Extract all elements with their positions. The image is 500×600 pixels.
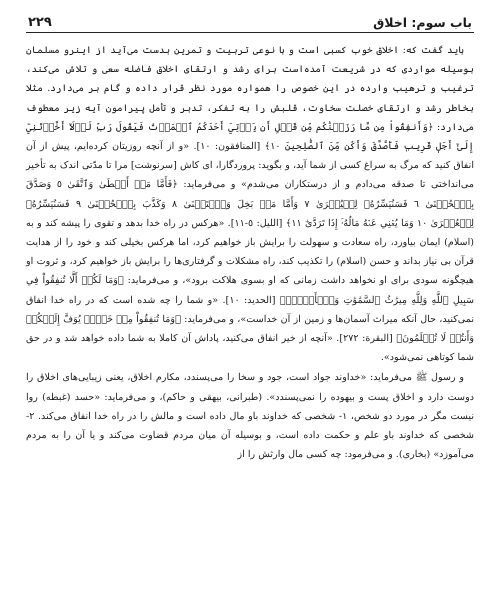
chapter-title: باب سوم: اخلاق: [373, 15, 472, 30]
paragraph-generosity-verses: باید گفت که: اخلاق خوب کسبی است و با نوعی تربیت و تمرین بدست می‌آید از اینرو مسلمان بوسیله مواردی که در شریعت آمده‌است برای رشد و ارتقای اخلاق فاضله سعی و تلاش می‌کند، ترغیب و ترهیب وارده در این خصوص را همواره مورد نظر قرار داده و گام بر می‌دارد. مثلا بخاطر رشد و ارتقای خصلت سخاوت، قلبش را به تفکر، تدبر و تأمل پیرامون آیه زیر معطوف می‌دارد: ﴿وَأَنفِقُواْ مِن مَّا رَزَقۡنَٰكُم مِّن قَبۡلِ أَن يَأۡتِيَ أَحَدَكُمُ ٱلۡمَوۡتُ فَيَقُولَ رَبِّ لَوۡلَآ أَخَّرۡتَنِيٓ إِلَىٰٓ أَجَلٖ قَرِيبٖ فَأَصَّدَّقَ وَأَكُن مِّنَ ٱلصَّٰلِحِينَ ١٠﴾ [المنافقون: ١٠]. «و از آنچه روزیتان کرده‌ایم، پیش از آن انفاق کنید که مرگ به سراغ کسی از شما آید، و بگوید: پروردگارا، ای کاش [سرنوشت] مرا تا مدّتی اندک به تأخیر می‌انداختی تا صدقه می‌دادم و از درستکاران می‌شدم» و می‌فرماید: ﴿فَأَمَّا مَنۡ أَعۡطَىٰ وَٱتَّقَىٰ ٥ وَصَدَّقَ بِٱلۡحُسۡنَىٰ ٦ فَسَنُيَسِّرُهُۥ لِلۡيُسۡرَىٰ ٧ وَأَمَّا مَنۢ بَخِلَ وَٱسۡتَغۡنَىٰ ٨ وَكَذَّبَ بِٱلۡحُسۡنَىٰ ٩ فَسَنُيَسِّرُهُۥ لِلۡعُسۡرَىٰ ١٠ وَمَا يُغۡنِي عَنۡهُ مَالُهُۥٓ إِذَا تَرَدَّىٰٓ ١١﴾ [الليل: ٥-١١]. «هرکس در راه خدا بدهد و تقوی را پیشه کند و به (اسلام) ایمان بیاورد، راه سعادت و سهولت را برایش باز خواهیم کرد، اما هرکس بخیلی کند و خود را از هدایت قرآن بی نیاز بداند و حسن (اسلام) را تکذیب کند، راه مشکلات و گرفتاری‌ها را برایش باز خواهیم کرد، و ثروت او هیچگونه سودی برای او نخواهد داشت زمانی که او بسوی هلاکت برود»، و می‌فرماید: ﴿وَمَا لَكُمۡ أَلَّا تُنفِقُواْ فِي سَبِيلِ ٱللَّهِ وَلِلَّهِ مِيرَٰثُ ٱلسَّمَٰوَٰتِ وَٱلۡأَرۡضِۚ﴾ [الحديد: ١٠]. «و شما را چه شده است که در راه خدا انفاق نمی‌کنید، حال آنکه میراث آسمان‌ها و زمین از آن خداست»، و می‌فرماید: ﴿وَمَا تُنفِقُواْ مِنۡ خَيۡرٖ يُوَفَّ إِلَيۡكُمۡ وَأَنتُمۡ لَا تُظۡلَمُونَ﴾ [البقرة: ٢٧٢]. «آنچه از خیر انفاق می‌کنید، پاداش آن کاملا به شما داده خواهد شد و در حق شما کوتاهی نمی‌شود».: [26, 45, 475, 364]
page-body: [26, 41, 474, 464]
page-number: ۲۲۹: [28, 15, 52, 30]
paragraph-hadith: و رسول ﷺ می‌فرماید: «خداوند جواد است، جود و سخا را می‌پسندد، مکارم اخلاق، یعنی زیبایی‌های اخلاق را دوست دارد و اخلاق پست و بیهوده را نمی‌پسندد». (طبرانی، بیهقی و حاکم)، و می‌فرماید: «حسد (غبطه) روا نیست مگر در مورد دو شخص، ١- شخصی که خداوند باو مال داده است و مالش را در راه خدا انفاق می‌کند. ٢- شخصی که خداوند باو علم و حکمت داده است، و بوسیله آن میان مردم قضاوت می‌کند و یا آن را به مردم می‌آموزد» (بخاری). و می‌فرمود: چه کسی مال وارثش را از: [26, 372, 474, 461]
page-header: [26, 8, 474, 33]
